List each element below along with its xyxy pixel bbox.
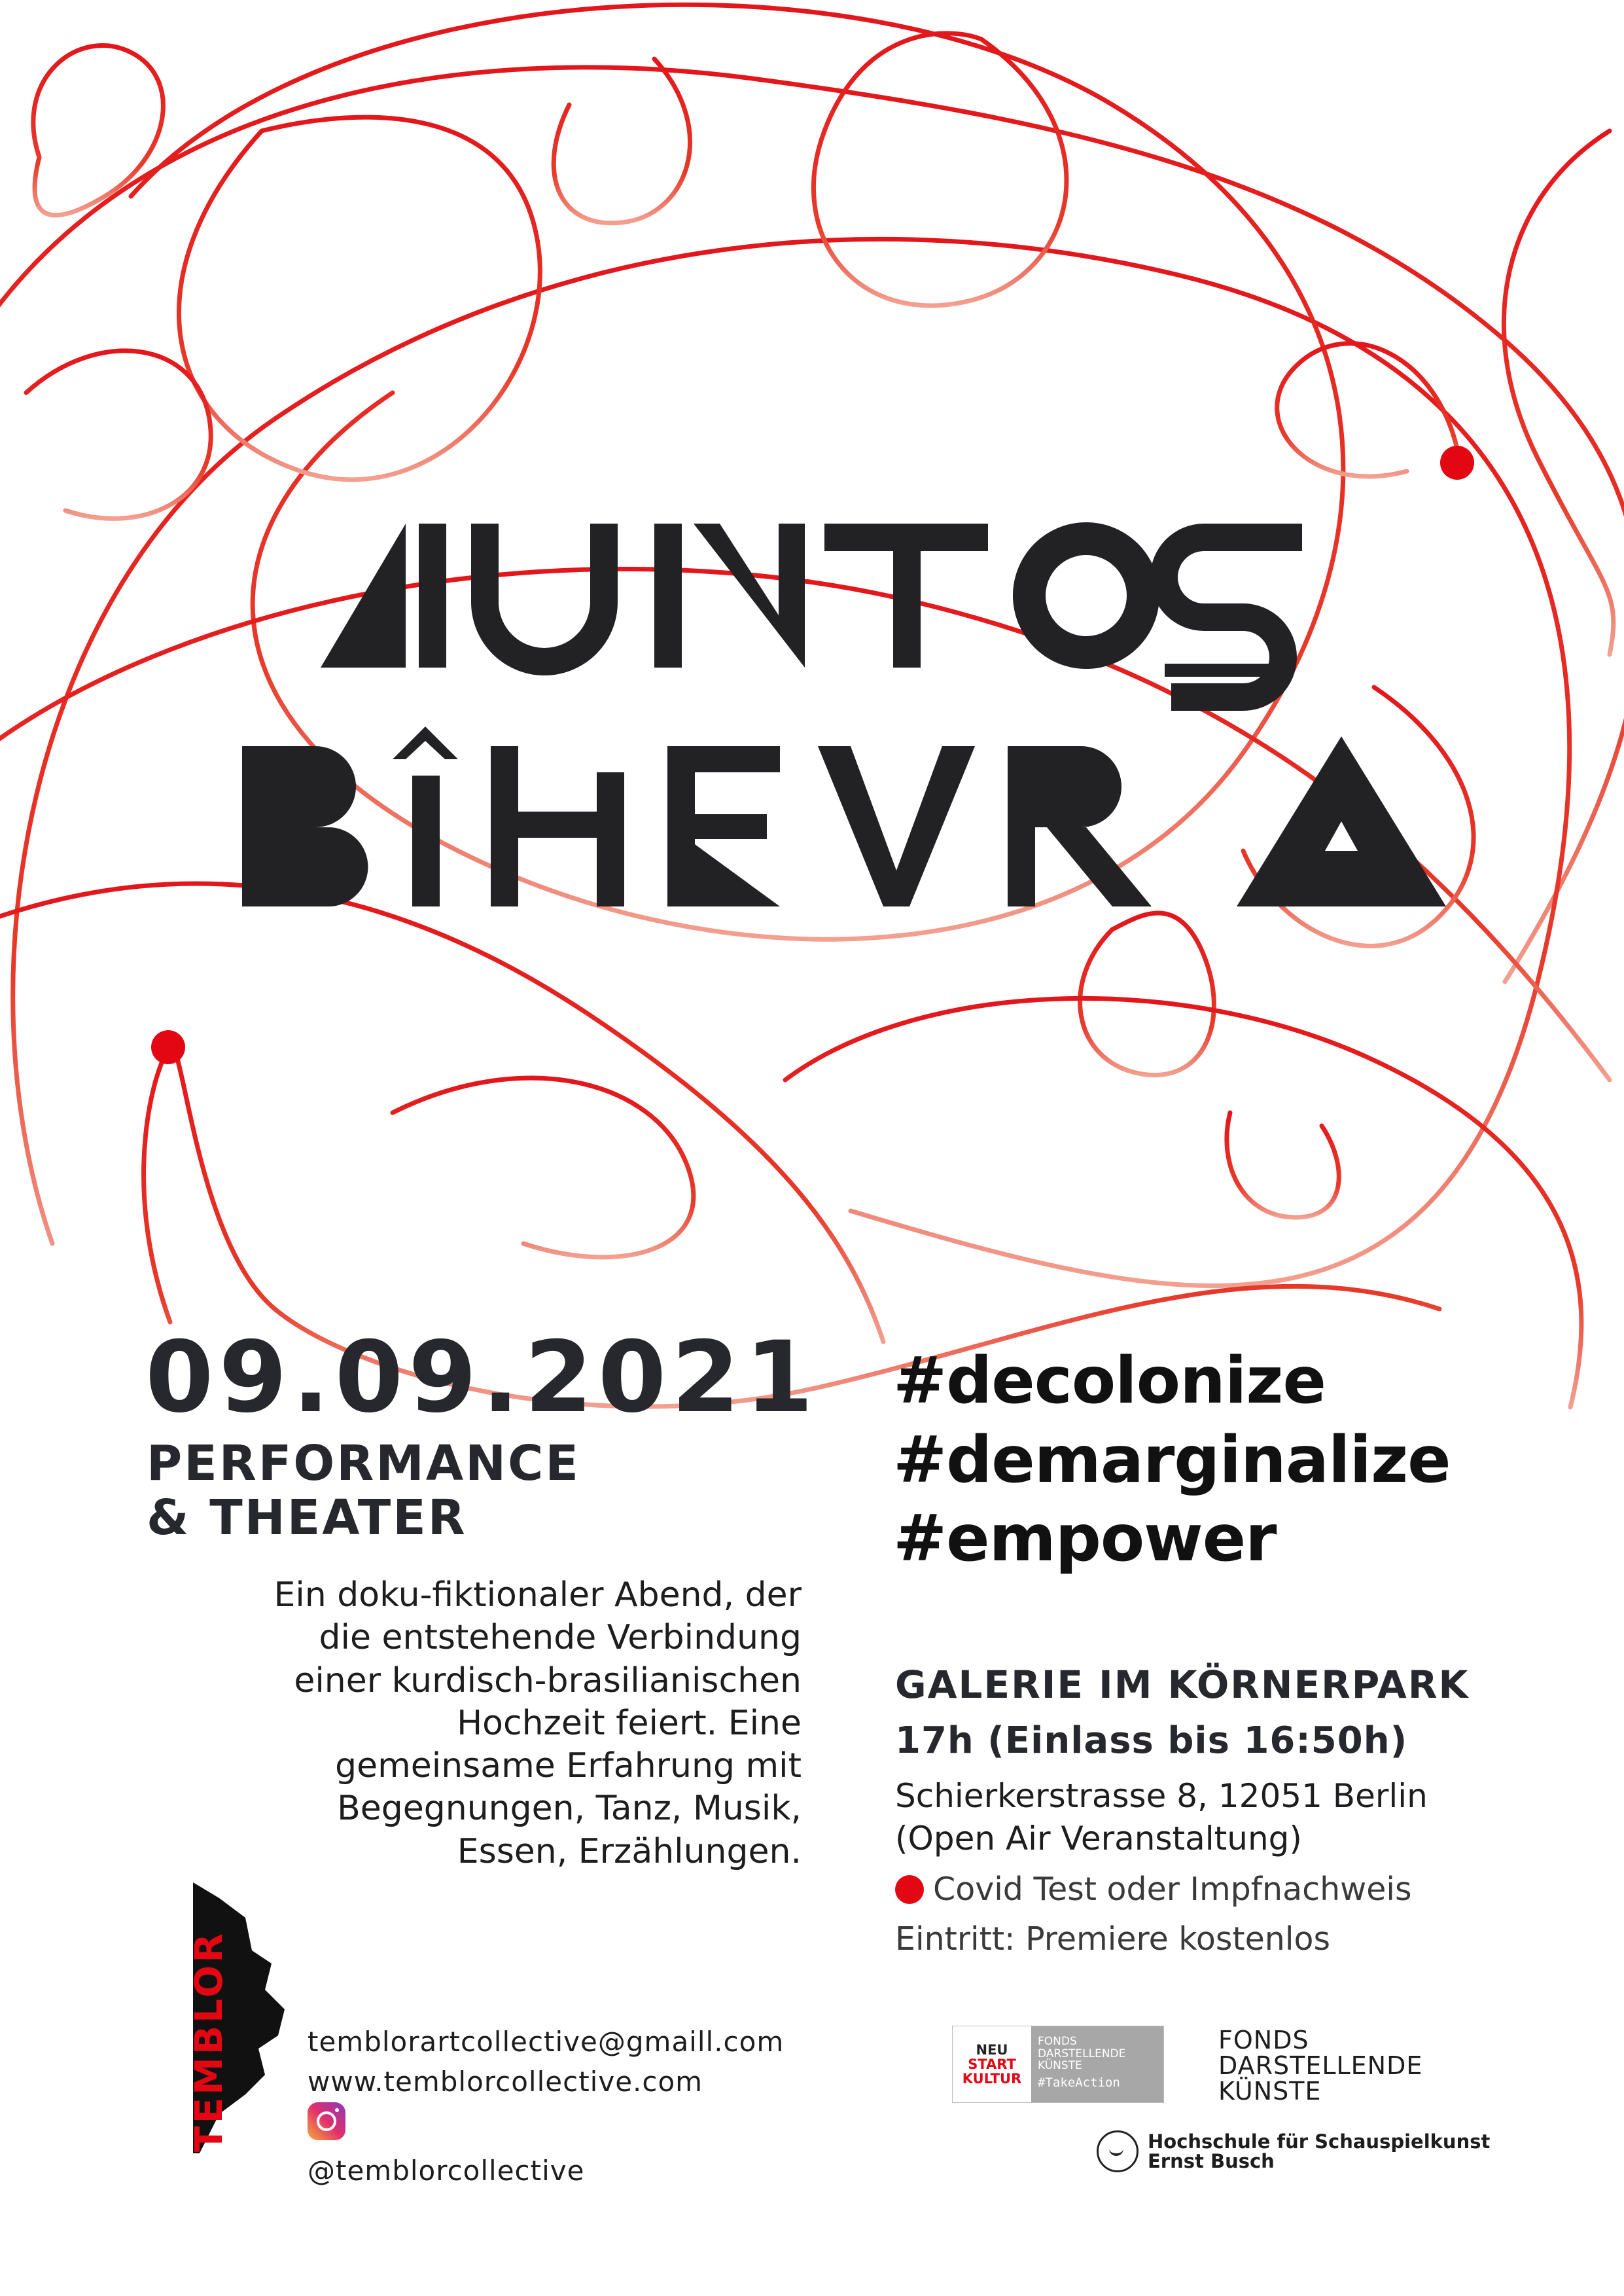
description-line: gemeinsame Erfahrung mit xyxy=(335,1746,802,1785)
description-line: Ein doku-fiktionaler Abend, der xyxy=(274,1575,802,1615)
covid-text: Covid Test oder Impfnachweis xyxy=(933,1871,1412,1908)
event-category xyxy=(147,1437,580,1545)
neustart-kultur-mark xyxy=(953,2026,1031,2102)
description-line: Begegnungen, Tanz, Musik, xyxy=(337,1789,802,1829)
title-line2 xyxy=(242,746,1446,906)
neustart-line: KULTUR xyxy=(962,2071,1022,2087)
contact-info xyxy=(308,2022,784,2191)
hochschule-line: Hochschule für Schauspielkunst xyxy=(1148,2130,1491,2153)
bullet-dot-icon xyxy=(895,1875,924,1904)
hochschule-name xyxy=(1148,2132,1490,2172)
neustart-fonds-line: FONDS xyxy=(1038,2035,1077,2048)
neustart-line: START xyxy=(968,2056,1016,2072)
event-date: 09.09.2021 xyxy=(145,1321,819,1435)
event-description xyxy=(164,1574,802,1873)
instagram-handle: @temblorcollective xyxy=(308,2154,585,2187)
fonds-darstellende-kuenste-logo xyxy=(1218,2028,1422,2104)
neustart-tag: #TakeAction xyxy=(1038,2075,1120,2090)
instagram-icon xyxy=(308,2102,345,2140)
description-line: einer kurdisch-brasilianischen xyxy=(294,1660,802,1700)
neustart-kultur-logo xyxy=(952,2026,1164,2103)
contact-instagram[interactable] xyxy=(308,2102,784,2191)
neustart-fonds-line: KÜNSTE xyxy=(1038,2059,1082,2073)
neustart-fonds-line: DARSTELLENDE xyxy=(1038,2047,1126,2060)
hashtag-demarginalize: #demarginalize xyxy=(893,1422,1451,1498)
description-line: Essen, Erzählungen. xyxy=(457,1831,802,1871)
entry-info: Eintritt: Premiere kostenlos xyxy=(895,1920,1330,1958)
event-category-line1: PERFORMANCE xyxy=(147,1435,580,1492)
temblor-logo-text: TEMBLOR xyxy=(186,1931,231,2152)
hochschule-line: Ernst Busch xyxy=(1148,2150,1275,2172)
event-time: 17h (Einlass bis 16:50h) xyxy=(895,1719,1408,1762)
fonds-line: DARSTELLENDE xyxy=(1218,2051,1423,2080)
covid-requirement xyxy=(895,1871,1412,1908)
address-note: (Open Air Veranstaltung) xyxy=(895,1820,1302,1857)
neustart-line: NEU xyxy=(976,2041,1008,2058)
fonds-line: KÜNSTE xyxy=(1218,2076,1322,2106)
hashtags xyxy=(893,1342,1451,1579)
contact-email[interactable]: temblorartcollective@gmaill.com xyxy=(308,2026,785,2058)
event-category-line2: & THEATER xyxy=(147,1489,467,1546)
contact-website[interactable]: www.temblorcollective.com xyxy=(308,2065,703,2098)
neustart-fonds-panel xyxy=(1031,2026,1163,2102)
description-line: die entstehende Verbindung xyxy=(319,1618,802,1658)
address-line: Schierkerstrasse 8, 12051 Berlin xyxy=(895,1777,1428,1815)
title-line1 xyxy=(321,524,1302,668)
hashtag-decolonize: #decolonize xyxy=(893,1344,1326,1418)
hochschule-seal-icon xyxy=(1097,2130,1139,2172)
hochschule-logo xyxy=(1097,2130,1490,2172)
fonds-line: FONDS xyxy=(1218,2026,1309,2054)
venue-address xyxy=(895,1775,1428,1860)
hashtag-empower: #empower xyxy=(893,1501,1277,1577)
venue-name: GALERIE IM KÖRNERPARK xyxy=(895,1662,1470,1707)
description-line: Hochzeit feiert. Eine xyxy=(457,1703,802,1743)
